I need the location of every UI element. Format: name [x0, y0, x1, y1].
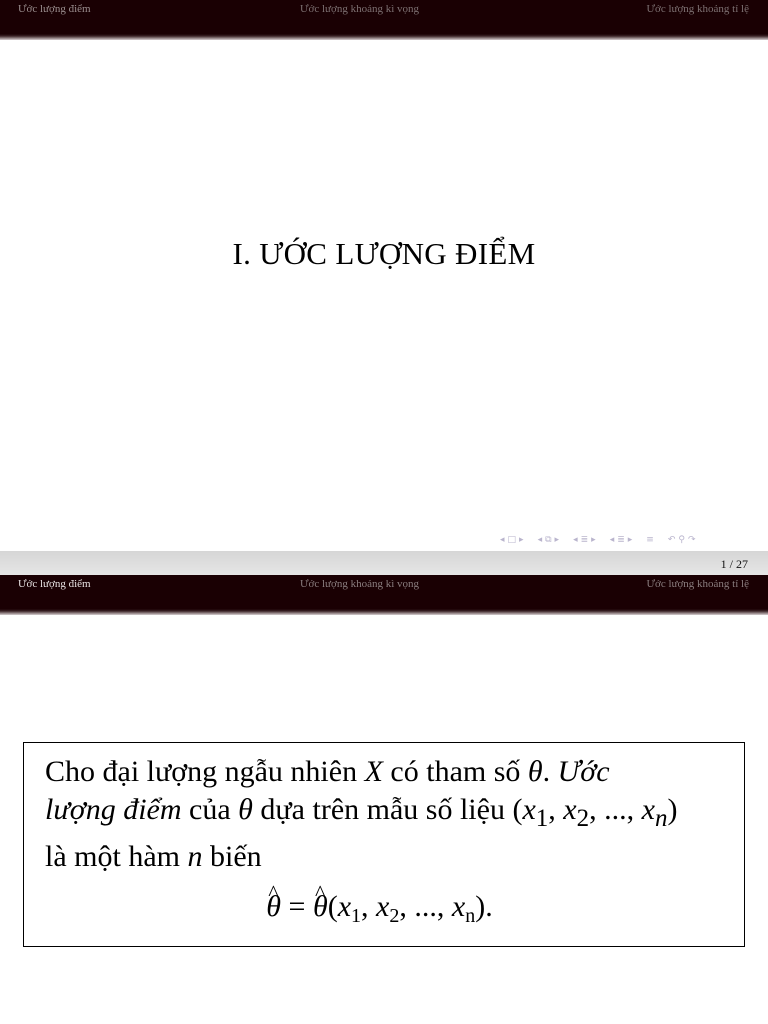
estimator-formula: ^ θ = ^ $\theta(x_1$, $x_2$, ..., $x_n$). [45, 888, 730, 935]
headline-section-proportion-interval[interactable]: Ước lượng khoảng tỉ lệ [646, 578, 749, 590]
nav-frame-next-icon[interactable]: ▸ [519, 535, 524, 545]
nav-toc-next-icon[interactable]: ▸ [627, 535, 633, 545]
nav-subsection-icon[interactable]: ⧉ [545, 535, 552, 545]
nav-section-icon[interactable]: ≣ [580, 535, 589, 545]
section-title: I. ƯỚC LƯỢNG ĐIỂM [232, 236, 536, 271]
headline-section-point-estimate[interactable]: Ước lượng điểm [18, 578, 91, 590]
nav-subsection-next-icon[interactable]: ▸ [554, 535, 560, 545]
slide-headline [0, 575, 768, 615]
nav-section-prev-icon[interactable]: ◂ [573, 535, 578, 545]
headline-section-point-estimate[interactable]: Ước lượng điểm [18, 3, 91, 15]
nav-align-icon[interactable]: ≡ [646, 535, 654, 545]
nav-section-next-icon[interactable]: ▸ [591, 535, 596, 545]
nav-frame-icon[interactable]: □ [507, 535, 517, 545]
nav-toc-icon[interactable]: ≣ [617, 535, 625, 545]
nav-search-icon[interactable]: ⚲ [678, 535, 685, 545]
slide-footline [0, 551, 768, 575]
nav-subsection-prev-icon[interactable]: ◂ [537, 535, 543, 545]
headline-section-mean-interval[interactable]: Ước lượng khoảng kì vọng [300, 578, 420, 590]
page-number: 1 / 27 [720, 557, 748, 571]
slide-headline [0, 0, 768, 40]
definition-line-1: Cho đại lượng ngẫu nhiên X có tham số θ. Ước [45, 755, 610, 788]
slide-2 [0, 575, 768, 1024]
nav-toc-prev-icon[interactable]: ◂ [609, 535, 615, 545]
navigation-symbols [500, 532, 699, 548]
nav-undo-icon[interactable]: ↶ [667, 535, 676, 545]
headline-section-proportion-interval[interactable]: Ước lượng khoảng tỉ lệ [646, 3, 749, 15]
definition-line-3: là một hàm n biến [45, 840, 262, 873]
nav-frame-prev-icon[interactable]: ◂ [500, 535, 505, 545]
definition-box [23, 742, 745, 947]
nav-redo-icon[interactable]: ↷ [687, 535, 696, 545]
definition-line-2: lượng điểm của θ dựa trên mẫu số liệu ($x_1$, $x_2$, ..., $x_n$) [45, 793, 678, 832]
headline-section-mean-interval[interactable]: Ước lượng khoảng kì vọng [300, 3, 420, 15]
